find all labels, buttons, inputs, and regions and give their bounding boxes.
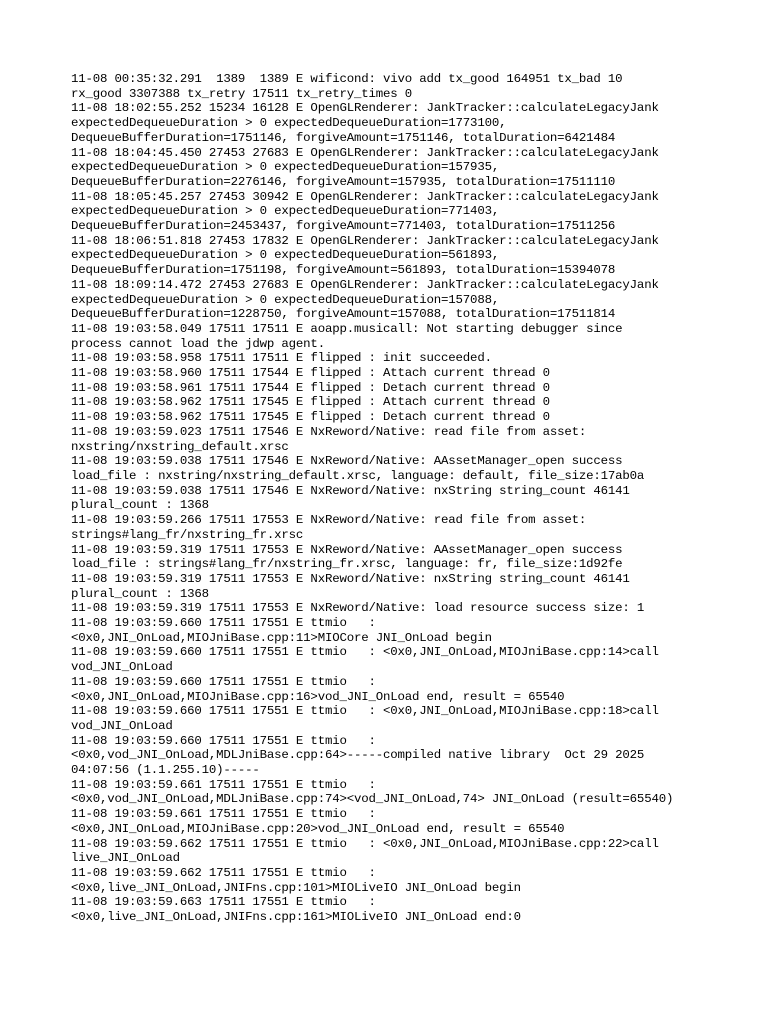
log-line: load_file : strings#lang_fr/nxstring_fr.xrsc, language: fr, file_size:1d92fe [71,557,623,572]
log-line: 11-08 18:06:51.818 27453 17832 E OpenGLRenderer: JankTracker::calculateLegacyJank [71,233,659,248]
log-line: 11-08 18:04:45.450 27453 27683 E OpenGLRenderer: JankTracker::calculateLegacyJank [71,145,659,160]
log-line: 11-08 19:03:58.049 17511 17511 E aoapp.musicall: Not starting debugger since [71,321,623,336]
log-line: 11-08 19:03:59.319 17511 17553 E NxReword/Native: AAssetManager_open success [71,542,623,557]
log-line: 11-08 19:03:58.958 17511 17511 E flipped : init succeeded. [71,351,492,366]
log-line: 04:07:56 (1.1.255.10)----- [71,763,260,778]
log-line: DequeueBufferDuration=2453437, forgiveAmount=771403, totalDuration=17511256 [71,219,616,234]
log-line: 11-08 18:02:55.252 15234 16128 E OpenGLRenderer: JankTracker::calculateLegacyJank [71,101,659,116]
log-line: DequeueBufferDuration=2276146, forgiveAmount=157935, totalDuration=17511110 [71,174,616,189]
log-line: <0x0,live_JNI_OnLoad,JNIFns.cpp:101>MIOLiveIO JNI_OnLoad begin [71,880,521,895]
log-line: 11-08 19:03:59.319 17511 17553 E NxReword/Native: nxString string_count 46141 [71,571,630,586]
log-line: expectedDequeueDuration > 0 expectedDequeueDuration=561893, [71,248,500,263]
log-line: 11-08 18:09:14.472 27453 27683 E OpenGLRenderer: JankTracker::calculateLegacyJank [71,277,659,292]
log-line: DequeueBufferDuration=1228750, forgiveAmount=157088, totalDuration=17511814 [71,307,616,322]
log-line: process cannot load the jdwp agent. [71,336,325,351]
log-line: 11-08 19:03:58.962 17511 17545 E flipped : Detach current thread 0 [71,410,550,425]
log-line: DequeueBufferDuration=1751198, forgiveAmount=561893, totalDuration=15394078 [71,263,616,278]
log-line: live_JNI_OnLoad [71,851,180,866]
log-text-block [71,72,761,925]
log-line: 11-08 19:03:59.660 17511 17551 E ttmio : [71,733,376,748]
log-line: 11-08 19:03:59.319 17511 17553 E NxReword/Native: load resource success size: 1 [71,601,645,616]
log-line: <0x0,JNI_OnLoad,MIOJniBase.cpp:11>MIOCore JNI_OnLoad begin [71,630,492,645]
log-line: load_file : nxstring/nxstring_default.xrsc, language: default, file_size:17ab0a [71,468,645,483]
log-line: 11-08 19:03:58.961 17511 17544 E flipped : Detach current thread 0 [71,380,550,395]
log-line: 11-08 19:03:59.023 17511 17546 E NxReword/Native: read file from asset: [71,424,587,439]
log-line: 11-08 19:03:59.660 17511 17551 E ttmio : [71,674,376,689]
log-line: strings#lang_fr/nxstring_fr.xrsc [71,527,304,542]
log-line: 11-08 19:03:59.038 17511 17546 E NxReword/Native: nxString string_count 46141 [71,483,630,498]
log-line: 11-08 19:03:59.661 17511 17551 E ttmio : [71,807,376,822]
log-line: expectedDequeueDuration > 0 expectedDequeueDuration=1773100, [71,116,507,131]
log-line: 11-08 00:35:32.291 1389 1389 E wificond: vivo add tx_good 164951 tx_bad 10 [71,72,623,86]
log-line: 11-08 19:03:59.660 17511 17551 E ttmio : <0x0,JNI_OnLoad,MIOJniBase.cpp:18>call [71,704,659,719]
log-line: plural_count : 1368 [71,498,209,513]
log-line: 11-08 19:03:59.662 17511 17551 E ttmio : <0x0,JNI_OnLoad,MIOJniBase.cpp:22>call [71,836,659,851]
log-line: <0x0,vod_JNI_OnLoad,MDLJniBase.cpp:74><vod_JNI_OnLoad,74> JNI_OnLoad (result=65540) [71,792,674,807]
log-line: vod_JNI_OnLoad [71,718,173,733]
log-line: 11-08 19:03:59.662 17511 17551 E ttmio : [71,865,376,880]
log-line: <0x0,vod_JNI_OnLoad,MDLJniBase.cpp:64>-----compiled native library Oct 29 2025 [71,748,645,763]
log-line: <0x0,JNI_OnLoad,MIOJniBase.cpp:16>vod_JNI_OnLoad end, result = 65540 [71,689,565,704]
log-line: nxstring/nxstring_default.xrsc [71,439,289,454]
log-line: <0x0,live_JNI_OnLoad,JNIFns.cpp:161>MIOLiveIO JNI_OnLoad end:0 [71,910,521,925]
log-line: 11-08 19:03:59.660 17511 17551 E ttmio : <0x0,JNI_OnLoad,MIOJniBase.cpp:14>call [71,645,659,660]
log-line: 11-08 19:03:59.660 17511 17551 E ttmio : [71,616,376,631]
log-line: 11-08 19:03:59.038 17511 17546 E NxReword/Native: AAssetManager_open success [71,454,623,469]
log-line: 11-08 19:03:58.962 17511 17545 E flipped : Attach current thread 0 [71,395,550,410]
log-line: 11-08 19:03:58.960 17511 17544 E flipped : Attach current thread 0 [71,366,550,381]
log-line: expectedDequeueDuration > 0 expectedDequeueDuration=771403, [71,204,500,219]
log-line: 11-08 18:05:45.257 27453 30942 E OpenGLRenderer: JankTracker::calculateLegacyJank [71,189,659,204]
log-line: plural_count : 1368 [71,586,209,601]
log-line: 11-08 19:03:59.663 17511 17551 E ttmio : [71,895,376,910]
log-line: DequeueBufferDuration=1751146, forgiveAmount=1751146, totalDuration=6421484 [71,130,616,145]
log-line: rx_good 3307388 tx_retry 17511 tx_retry_times 0 [71,86,413,101]
log-line: vod_JNI_OnLoad [71,660,173,675]
log-line: 11-08 19:03:59.266 17511 17553 E NxReword/Native: read file from asset: [71,513,587,528]
log-line: 11-08 19:03:59.661 17511 17551 E ttmio : [71,777,376,792]
log-line: expectedDequeueDuration > 0 expectedDequeueDuration=157935, [71,160,500,175]
log-line: <0x0,JNI_OnLoad,MIOJniBase.cpp:20>vod_JNI_OnLoad end, result = 65540 [71,821,565,836]
log-line: expectedDequeueDuration > 0 expectedDequeueDuration=157088, [71,292,500,307]
